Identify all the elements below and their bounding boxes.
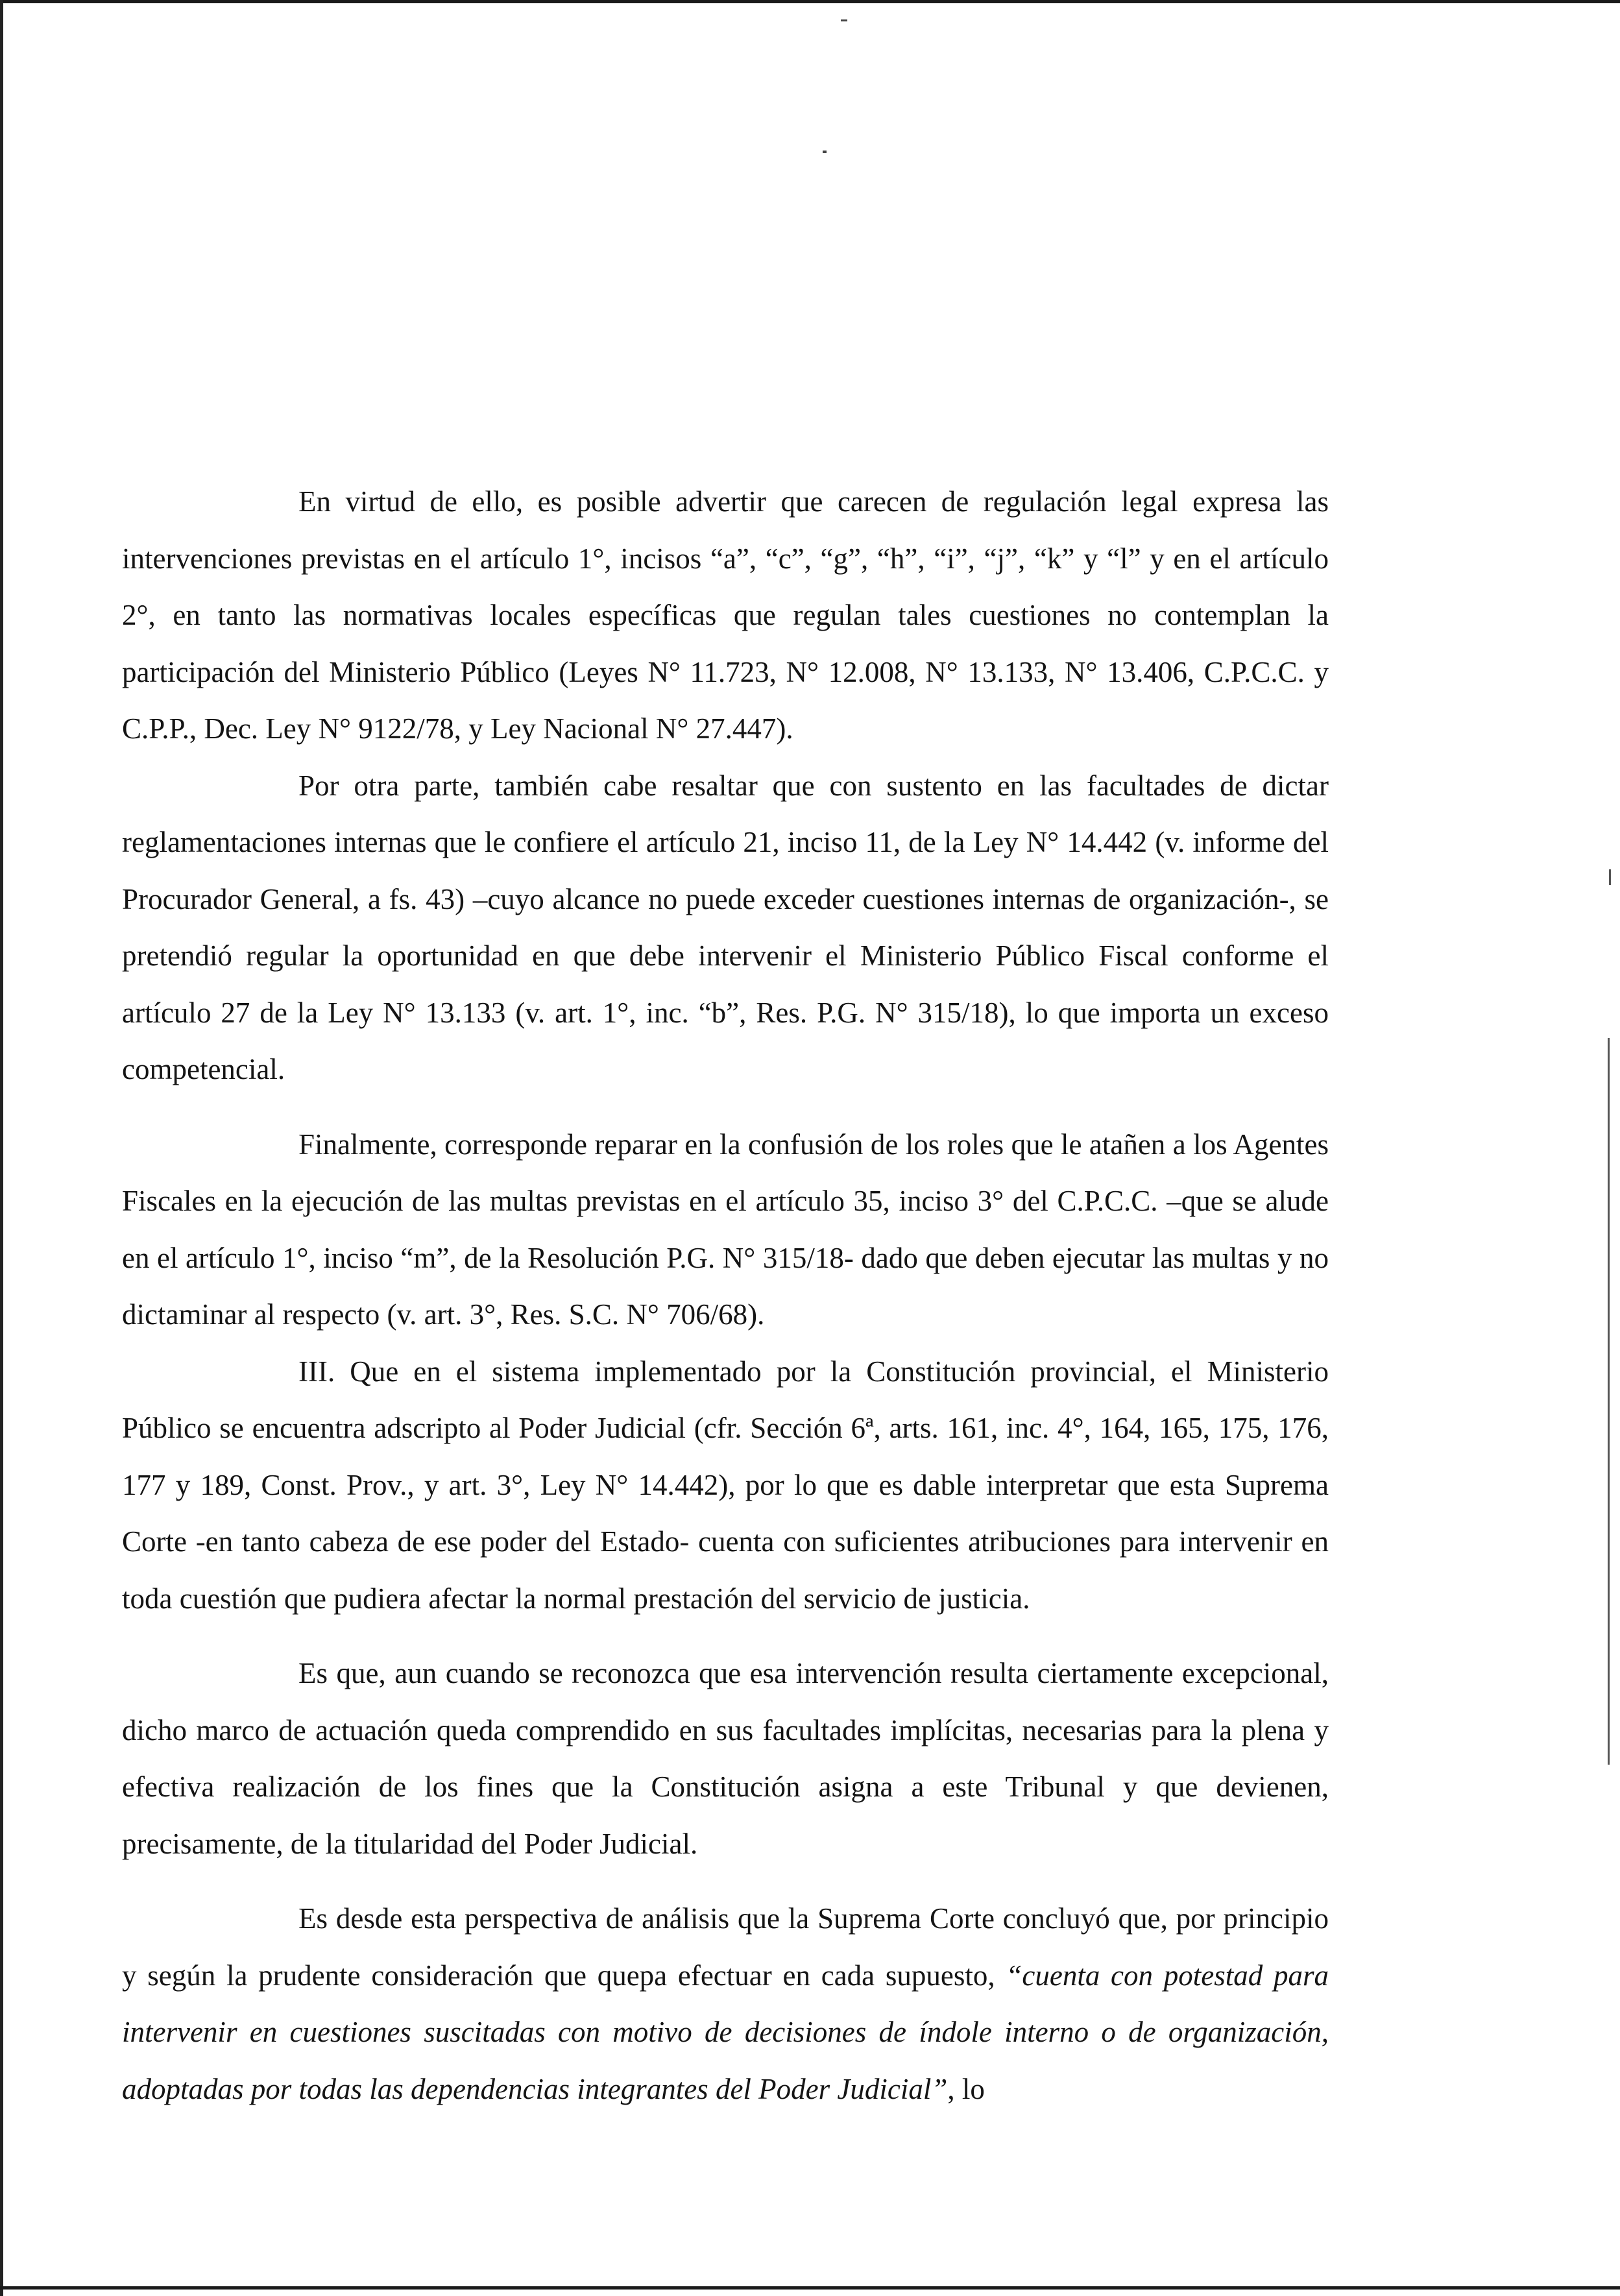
paragraph-text: , lo	[947, 2072, 985, 2105]
document-body	[122, 474, 1329, 2118]
paragraph	[122, 1891, 1329, 2118]
quoted-citation: “cuenta con potestad para intervenir en cuestiones suscitadas con motivo de decisiones de índole interno o de organización, adoptadas por todas las dependencias integrantes del Poder Judicial”	[122, 1959, 1329, 2105]
margin-mark	[1608, 1038, 1610, 1765]
paragraph: En virtud de ello, es posible advertir que carecen de regulación legal expresa las intervenciones previstas en el artículo 1°, incisos “a”, “c”, “g”, “h”, “i”, “j”, “k” y “l” y en el artículo 2°, en tanto las normativas locales específicas que regulan tales cuestiones no contemplan la participación del Ministerio Público (Leyes N° 11.723, N° 12.008, N° 13.133, N° 13.406, C.P.C.C. y C.P.P., Dec. Ley N° 9122/78, y Ley Nacional N° 27.447).	[122, 485, 1329, 745]
margin-mark	[1609, 869, 1611, 885]
paragraph: Por otra parte, también cabe resaltar que con sustento en las facultades de dictar reglamentaciones internas que le confiere el artículo 21, inciso 11, de la Ley N° 14.442 (v. informe del Procurador General, a fs. 43) –cuyo alcance no puede exceder cuestiones internas de organización-, se pretendió regular la oportunidad en que debe intervenir el Ministerio Público Fiscal conforme el artículo 27 de la Ley N° 13.133 (v. art. 1°, inc. “b”, Res. P.G. N° 315/18), lo que importa un exceso competencial.	[122, 769, 1329, 1085]
scan-border-bottom	[0, 2286, 1620, 2290]
paragraph: Es que, aun cuando se reconozca que esa intervención resulta ciertamente excepcional, dicho marco de actuación queda comprendido en sus facultades implícitas, necesarias para la plena y efectiva realización de los fines que la Constitución asigna a este Tribunal y que devienen, precisamente, de la titularidad del Poder Judicial.	[122, 1657, 1329, 1860]
scan-speck	[823, 151, 827, 153]
paragraph-text: Es desde esta perspectiva de análisis que la Suprema Corte concluyó que, por principio y según la prudente consideración que quepa efectuar en cada supuesto,	[122, 1902, 1329, 1992]
paragraph: III. Que en el sistema implementado por la Constitución provincial, el Ministerio Público se encuentra adscripto al Poder Judicial (cfr. Sección 6ª, arts. 161, inc. 4°, 164, 165, 175, 176, 177 y 189, Const. Prov., y art. 3°, Ley N° 14.442), por lo que es dable interpretar que esta Suprema Corte -en tanto cabeza de ese poder del Estado- cuenta con suficientes atribuciones para intervenir en toda cuestión que pudiera afectar la normal prestación del servicio de justicia.	[122, 1355, 1329, 1615]
scan-speck	[841, 19, 847, 21]
scan-border-left	[0, 0, 3, 2296]
scan-border-top	[0, 0, 1620, 3]
paragraph: Finalmente, corresponde reparar en la confusión de los roles que le atañen a los Agentes Fiscales en la ejecución de las multas previstas en el artículo 35, inciso 3° del C.P.C.C. –que se alude en el artículo 1°, inciso “m”, de la Resolución P.G. N° 315/18- dado que deben ejecutar las multas y no dictaminar al respecto (v. art. 3°, Res. S.C. N° 706/68).	[122, 1128, 1329, 1331]
